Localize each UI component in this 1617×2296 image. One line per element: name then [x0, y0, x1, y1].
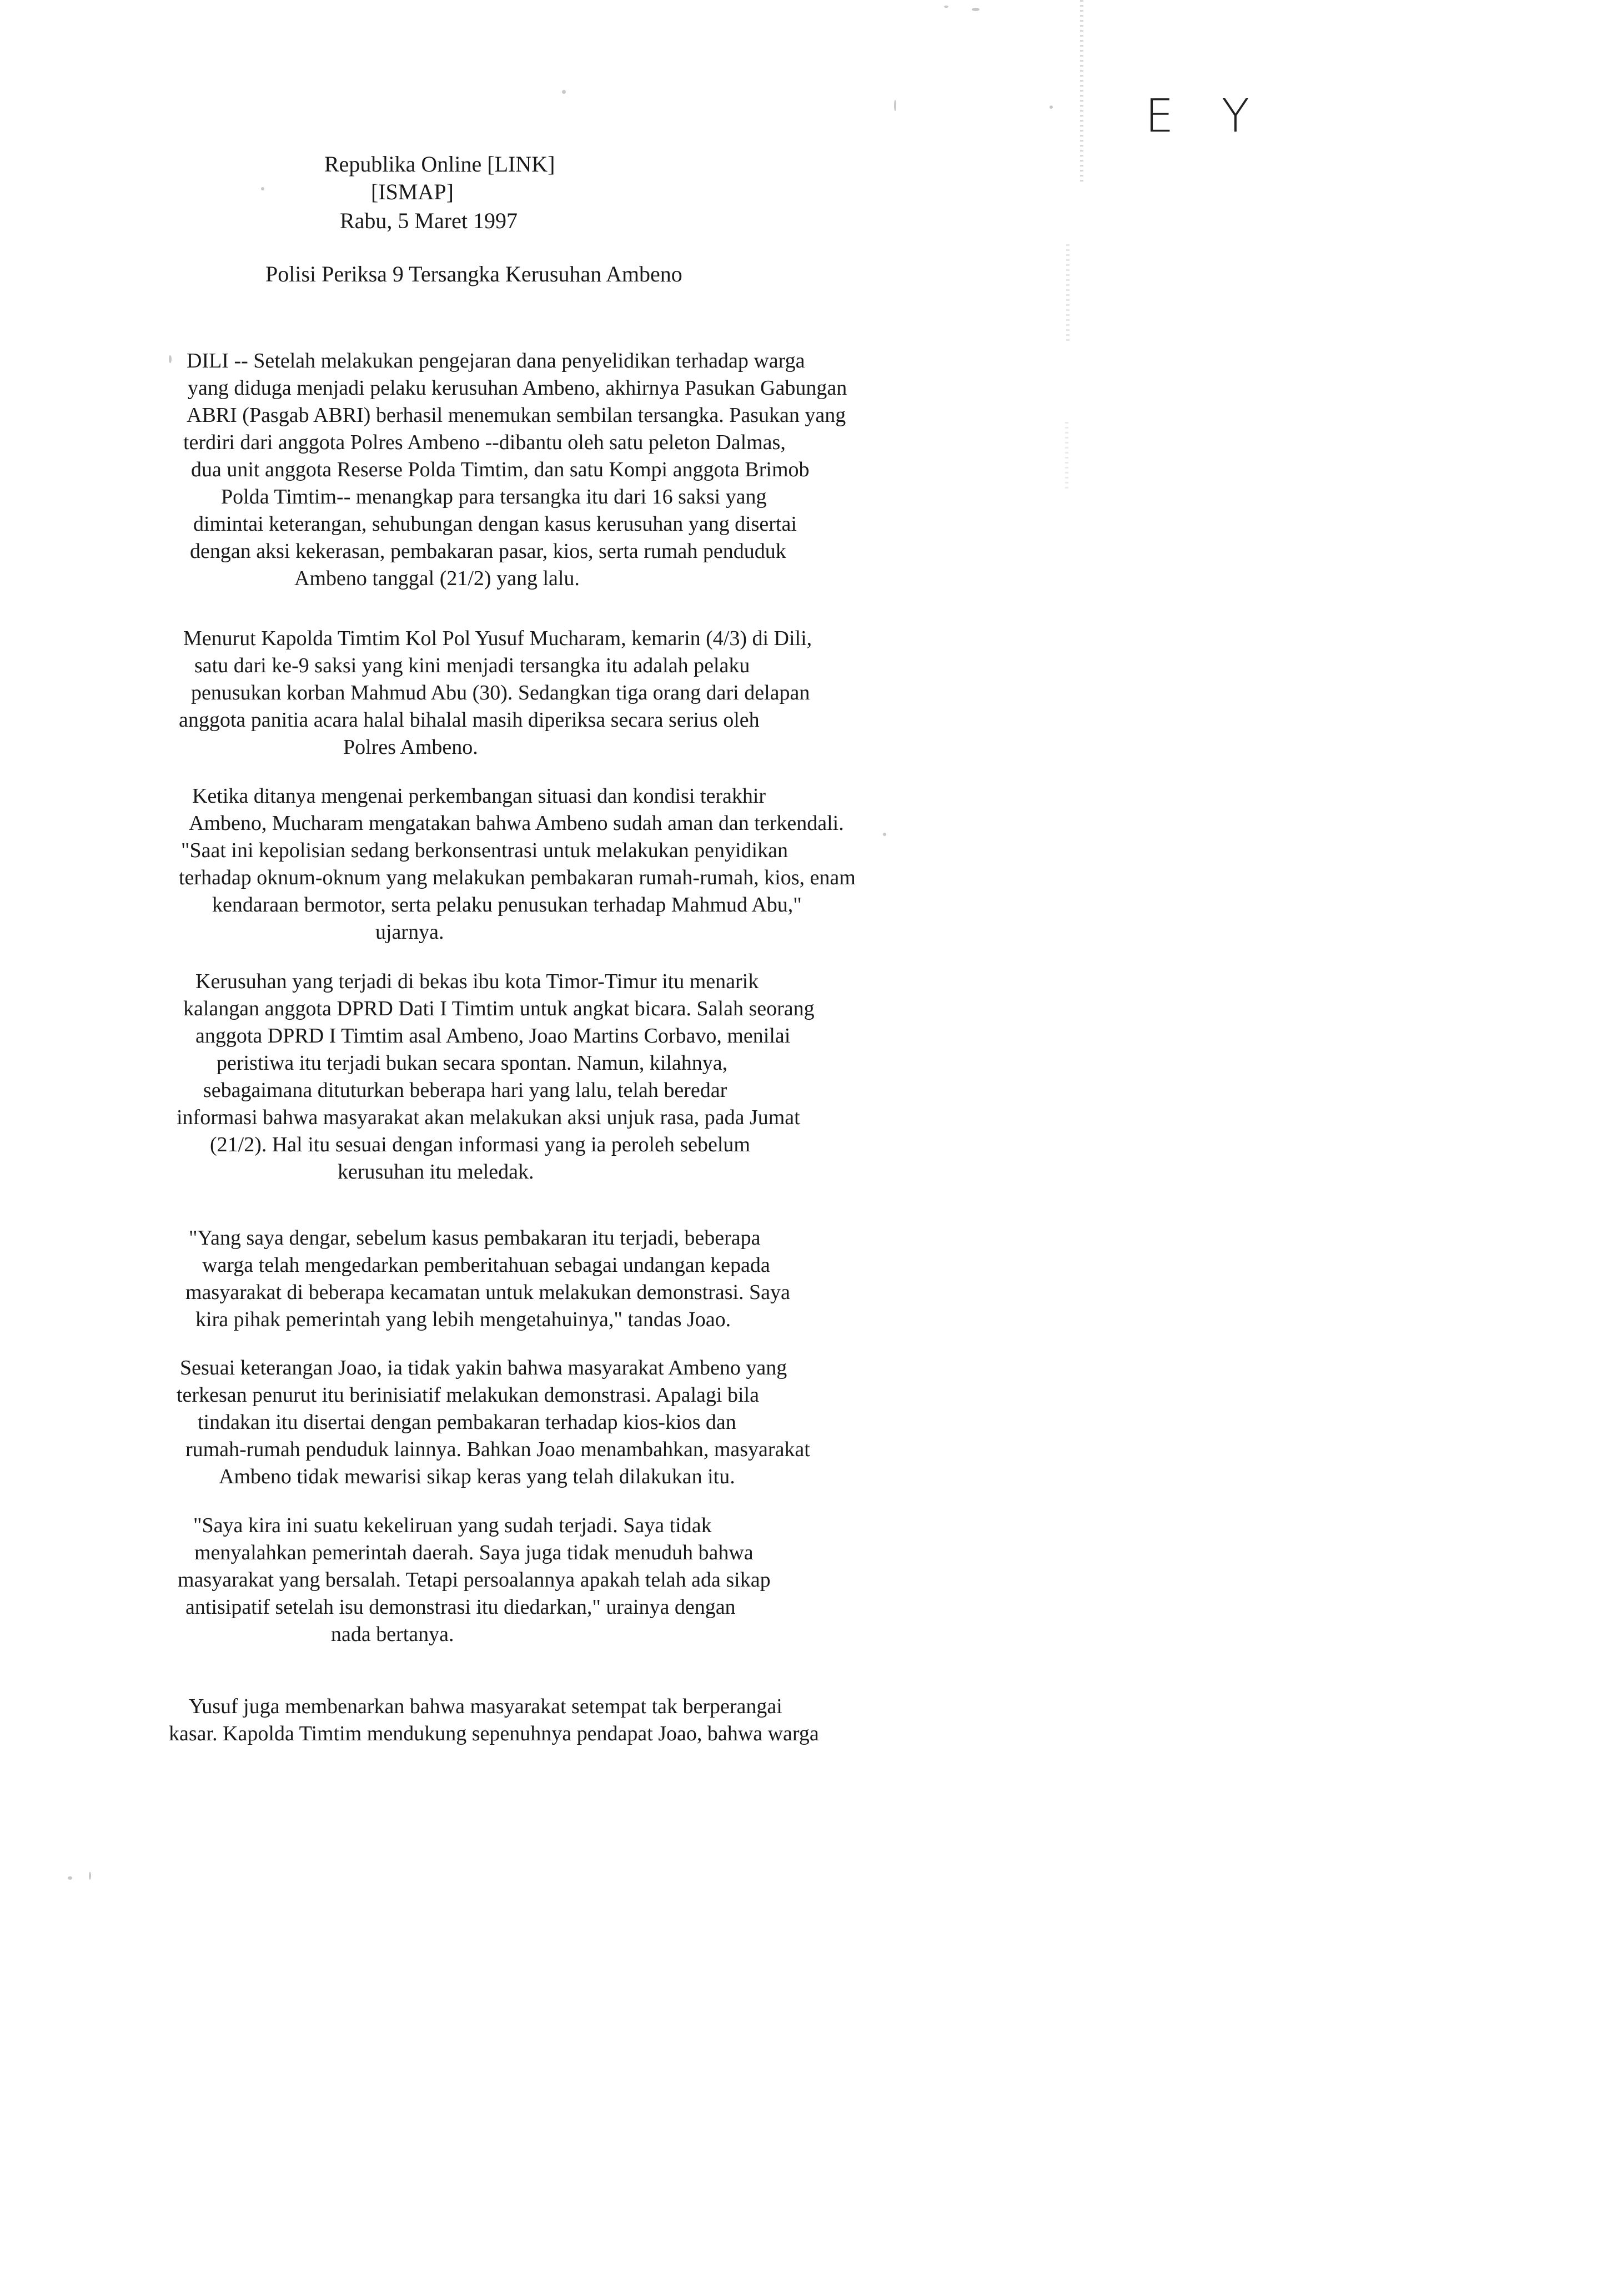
text-line: "Yang saya dengar, sebelum kasus pembakaran itu terjadi, beberapa	[189, 1226, 761, 1250]
text-line: kalangan anggota DPRD Dati I Timtim untuk angkat bicara. Salah seorang	[183, 997, 815, 1020]
scan-speck	[894, 100, 896, 111]
text-line: Menurut Kapolda Timtim Kol Pol Yusuf Mucharam, kemarin (4/3) di Dili,	[183, 627, 812, 650]
text-line: sebagaimana dituturkan beberapa hari yang lalu, telah beredar	[203, 1079, 727, 1102]
source-line: Republika Online [LINK]	[324, 152, 555, 177]
scan-speck	[1049, 105, 1053, 109]
date-line: Rabu, 5 Maret 1997	[340, 208, 518, 233]
text-line: "Saya kira ini suatu kekeliruan yang sudah terjadi. Saya tidak	[193, 1514, 712, 1537]
text-line: Yusuf juga membenarkan bahwa masyarakat setempat tak berperangai	[189, 1695, 782, 1718]
text-line: (21/2). Hal itu sesuai dengan informasi yang ia peroleh sebelum	[210, 1133, 750, 1156]
article-headline: Polisi Periksa 9 Tersangka Kerusuhan Ambeno	[265, 261, 682, 286]
scan-speck	[972, 8, 980, 11]
text-line: anggota DPRD I Timtim asal Ambeno, Joao Martins Corbavo, menilai	[195, 1024, 791, 1048]
article-paragraph	[167, 1225, 955, 1333]
text-line: ABRI (Pasgab ABRI) berhasil menemukan sembilan tersangka. Pasukan yang	[187, 404, 846, 427]
scan-speck	[944, 6, 948, 8]
text-line: Ambeno tanggal (21/2) yang lalu.	[294, 567, 580, 590]
text-line: tindakan itu disertai dengan pembakaran terhadap kios-kios dan	[198, 1411, 736, 1434]
article-paragraph	[167, 1355, 955, 1491]
text-line: penusukan korban Mahmud Abu (30). Sedangkan tiga orang dari delapan	[191, 681, 810, 704]
text-line: nada bertanya.	[331, 1623, 454, 1646]
text-line: kira pihak pemerintah yang lebih mengetahuinya," tandas Joao.	[195, 1308, 731, 1331]
article-paragraph	[167, 348, 955, 592]
text-line: kerusuhan itu meledak.	[338, 1160, 534, 1184]
text-line: yang diduga menjadi pelaku kerusuhan Ambeno, akhirnya Pasukan Gabungan	[188, 376, 847, 400]
article-paragraph	[167, 783, 955, 946]
text-line: DILI -- Setelah melakukan pengejaran dana penyelidikan terhadap warga	[187, 349, 805, 372]
text-line: menyalahkan pemerintah daerah. Saya juga tidak menuduh bahwa	[194, 1541, 754, 1564]
text-line: informasi bahwa masyarakat akan melakukan aksi unjuk rasa, pada Jumat	[177, 1106, 800, 1129]
text-line: dengan aksi kekerasan, pembakaran pasar, kios, serta rumah penduduk	[190, 540, 786, 563]
scan-speck	[68, 1876, 72, 1880]
text-line: Polres Ambeno.	[343, 736, 478, 759]
text-line: warga telah mengedarkan pemberitahuan sebagai undangan kepada	[202, 1253, 770, 1277]
text-line: antisipatif setelah isu demonstrasi itu diedarkan," urainya dengan	[185, 1595, 736, 1619]
text-line: "Saat ini kepolisian sedang berkonsentrasi untuk melakukan penyidikan	[181, 839, 788, 862]
article-paragraph	[167, 1512, 955, 1648]
text-line: Ambeno, Mucharam mengatakan bahwa Ambeno sudah aman dan terkendali.	[189, 812, 844, 835]
text-line: Sesuai keterangan Joao, ia tidak yakin bahwa masyarakat Ambeno yang	[180, 1356, 787, 1379]
ismap-line: [ISMAP]	[371, 179, 454, 204]
text-line: terhadap oknum-oknum yang melakukan pembakaran rumah-rumah, kios, enam	[179, 866, 856, 889]
text-line: rumah-rumah penduduk lainnya. Bahkan Joao menambahkan, masyarakat	[185, 1438, 810, 1461]
scan-speck	[89, 1872, 91, 1880]
text-line: dimintai keterangan, sehubungan dengan kasus kerusuhan yang disertai	[193, 512, 797, 536]
text-line: peristiwa itu terjadi bukan secara spontan. Namun, kilahnya,	[217, 1051, 728, 1075]
scan-noise	[1066, 244, 1069, 344]
text-line: Polda Timtim-- menangkap para tersangka itu dari 16 saksi yang	[221, 485, 767, 508]
text-line: terdiri dari anggota Polres Ambeno --dibantu oleh satu peleton Dalmas,	[183, 431, 786, 454]
text-line: masyarakat di beberapa kecamatan untuk melakukan demonstrasi. Saya	[185, 1281, 790, 1304]
article-paragraph	[167, 1693, 955, 1748]
text-line: dua unit anggota Reserse Polda Timtim, dan satu Kompi anggota Brimob	[191, 458, 810, 481]
text-line: masyarakat yang bersalah. Tetapi persoalannya apakah telah ada sikap	[178, 1568, 771, 1592]
text-line: kasar. Kapolda Timtim mendukung sepenuhnya pendapat Joao, bahwa warga	[169, 1722, 819, 1745]
text-line: ujarnya.	[375, 920, 444, 944]
article-paragraph	[167, 968, 955, 1186]
text-line: anggota panitia acara halal bihalal masih diperiksa secara serius oleh	[179, 708, 760, 732]
scan-noise	[1065, 422, 1068, 489]
article-paragraph	[167, 625, 955, 761]
text-line: Ambeno tidak mewarisi sikap keras yang telah dilakukan itu.	[219, 1465, 735, 1488]
text-line: Ketika ditanya mengenai perkembangan situasi dan kondisi terakhir	[192, 784, 766, 808]
scan-speck	[261, 187, 264, 190]
scan-noise	[1080, 0, 1083, 183]
handwritten-mark: E Y	[1145, 90, 1266, 143]
text-line: satu dari ke-9 saksi yang kini menjadi tersangka itu adalah pelaku	[194, 654, 750, 677]
scan-speck	[562, 90, 566, 94]
text-line: kendaraan bermotor, serta pelaku penusukan terhadap Mahmud Abu,"	[212, 893, 802, 917]
text-line: Kerusuhan yang terjadi di bekas ibu kota Timor-Timur itu menarik	[195, 970, 759, 993]
text-line: terkesan penurut itu berinisiatif melakukan demonstrasi. Apalagi bila	[177, 1383, 759, 1407]
